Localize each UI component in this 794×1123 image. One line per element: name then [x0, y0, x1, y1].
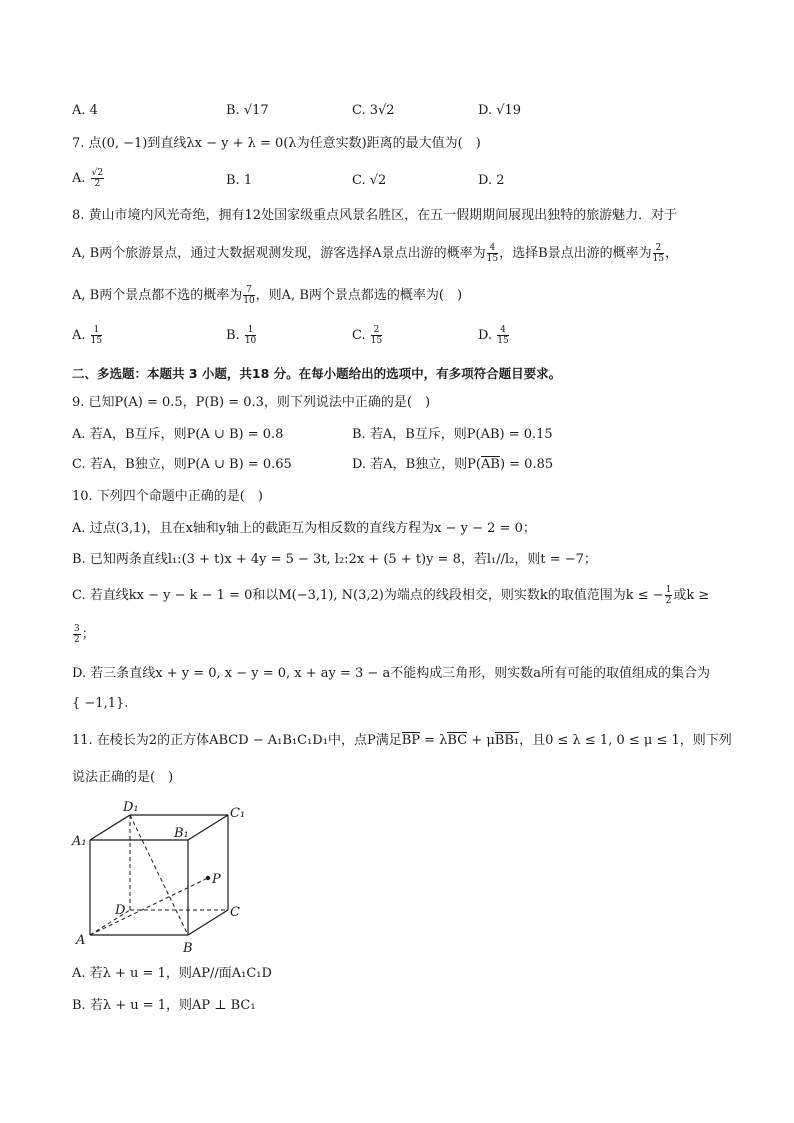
fraction-denominator: 2 — [94, 179, 101, 189]
q11-plus: + μ — [467, 733, 495, 748]
option-fraction — [91, 325, 102, 346]
option-prefix: C. — [352, 328, 366, 343]
q6-option-d: D. √19 — [478, 103, 522, 118]
edge-b-c — [188, 910, 228, 935]
q7-option-d: D. 2 — [478, 173, 505, 188]
option-fraction — [245, 325, 256, 346]
q8-line2-text-c: ， — [665, 246, 679, 261]
q6-option-b: B. √17 — [226, 103, 269, 118]
label-d: D — [115, 903, 126, 918]
q11-eq: = λ — [420, 733, 448, 748]
q10-option-c-line2 — [72, 624, 95, 645]
label-b1: B₁ — [174, 826, 189, 841]
fraction-numerator: 1 — [665, 585, 672, 595]
q11-line1-post: ，且0 ≤ λ ≤ 1, 0 ≤ μ ≤ 1，则下列 — [519, 733, 732, 748]
fraction-denominator: 2 — [74, 635, 80, 645]
q11-line1 — [72, 731, 732, 751]
fraction-denominator: 15 — [486, 254, 499, 264]
fraction-denominator: 10 — [244, 336, 257, 346]
q9-option-a: A. 若A，B互斥，则P(A ∪ B) = 0.8 — [72, 427, 284, 442]
fraction-denominator: 15 — [370, 336, 383, 346]
option-fraction — [371, 325, 382, 346]
q11-option-b: B. 若λ + u = 1，则AP ⊥ BC₁ — [72, 998, 256, 1013]
fraction-numerator: 1 — [245, 325, 256, 336]
q9-option-b: B. 若A，B互斥，则P(AB) = 0.15 — [352, 427, 553, 442]
q6-option-a: A. 4 — [72, 103, 98, 118]
q8-line1: 8. 黄山市境内风光奇绝，拥有12处国家级重点风景名胜区，在五一假期期间展现出独特的旅游魅力．对于 — [72, 208, 678, 223]
fraction-numerator: 4 — [497, 325, 508, 336]
q10-option-b: B. 已知两条直线l₁:(3 + t)x + 4y = 5 − 3t, l₂:2x + (5 + t)y = 8，若l₁//l₂，则t = −7； — [72, 552, 597, 567]
q8-option-a — [72, 325, 103, 346]
q11-option-a: A. 若λ + u = 1，则AP//面A₁C₁D — [72, 966, 272, 981]
fraction-numerator: 1 — [91, 325, 102, 336]
q10-option-c-line2-end: ； — [81, 627, 95, 642]
label-a1: A₁ — [72, 834, 87, 849]
point-p — [206, 876, 210, 880]
fraction-denominator: 10 — [243, 296, 255, 306]
q10-option-c-text: C. 若直线kx − y − k − 1 = 0和以M(−3,1), N(3,2)为端点的线段相交，则实数k的取值范围为k ≤ − — [72, 588, 664, 603]
q10-option-c-fraction-2 — [73, 624, 81, 645]
q10-option-d-line2: { −1,1}. — [72, 696, 129, 711]
q7-option-b: B. 1 — [226, 173, 253, 188]
q10-option-c-fraction — [665, 585, 673, 606]
q8-line3-text-b: ，则A, B两个景点都选的概率为( ) — [255, 288, 463, 303]
option-prefix: B. — [226, 328, 240, 343]
fraction-numerator: 2 — [653, 243, 664, 254]
label-b: B — [183, 941, 193, 956]
label-p: P — [212, 872, 221, 887]
fraction-denominator: 2 — [665, 596, 672, 606]
edge-a1-d1 — [90, 815, 130, 840]
fraction-numerator: 2 — [371, 325, 382, 336]
q9-option-c: C. 若A，B独立，则P(A ∪ B) = 0.65 — [72, 457, 292, 472]
q8-line3 — [72, 285, 462, 306]
fraction-denominator: 15 — [90, 336, 103, 346]
q9-option-d — [352, 455, 553, 475]
q8-line3-text-a: A, B两个景点都不选的概率为 — [72, 288, 243, 303]
option-fraction — [497, 325, 508, 346]
fraction-numerator: 4 — [487, 243, 498, 254]
fraction-numerator: 7 — [243, 285, 254, 296]
edge-b1-c1 — [188, 815, 228, 840]
q7-option-a-fraction — [91, 168, 104, 189]
q8-option-c — [352, 325, 383, 346]
label-a: A — [76, 933, 86, 948]
vector-bc: BC — [447, 733, 468, 748]
q8-fraction-c — [243, 285, 254, 306]
q10-option-d-line1: D. 若三条直线x + y = 0, x − y = 0, x + ay = 3 − a不能构成三角形，则实数a所有可能的取值组成的集合为 — [72, 666, 710, 681]
label-c1: C₁ — [230, 806, 246, 821]
fraction-denominator: 15 — [497, 336, 509, 346]
q8-line2 — [72, 243, 678, 264]
q10-stem: 10. 下列四个命题中正确的是( ) — [72, 489, 263, 504]
q7-option-a — [72, 168, 105, 189]
q9-option-d-post: ) = 0.85 — [499, 457, 554, 472]
q7-option-c: C. √2 — [352, 173, 387, 188]
q9-option-d-pre: D. 若A，B独立，则P( — [352, 457, 481, 472]
q8-option-d — [478, 325, 510, 346]
fraction-numerator: 3 — [74, 624, 80, 634]
q9-stem: 9. 已知P(A) = 0.5，P(B) = 0.3，则下列说法中正确的是( ) — [72, 395, 431, 410]
q6-option-c: C. 3√2 — [352, 103, 395, 118]
q8-line2-text-b: ，选择B景点出游的概率为 — [499, 246, 652, 261]
option-prefix: D. — [478, 328, 493, 343]
fraction-numerator: √2 — [91, 168, 104, 178]
segment-a-p — [90, 878, 208, 935]
q8-fraction-b — [653, 243, 664, 264]
cube-figure — [70, 800, 260, 960]
fraction-denominator: 15 — [652, 254, 665, 264]
q10-option-c-line1 — [72, 585, 709, 606]
label-c: C — [230, 905, 240, 920]
q8-line2-text-a: A, B两个旅游景点，通过大数据观测发现，游客选择A景点出游的概率为 — [72, 246, 486, 261]
q7-stem: 7. 点(0, −1)到直线λx − y + λ = 0(λ为任意实数)距离的最大值为( ) — [72, 136, 481, 151]
q10-option-c-text-end: 或k ≥ — [673, 588, 710, 603]
section-heading-multi-choice: 二、多选题：本题共 3 小题，共18 分。在每小题给出的选项中，有多项符合题目要求。 — [72, 366, 562, 381]
q11-line1-pre: 11. 在棱长为2的正方体ABCD − A₁B₁C₁D₁中，点P满足 — [72, 733, 402, 748]
label-d1: D₁ — [123, 800, 139, 815]
q11-line2: 说法正确的是( ) — [72, 770, 174, 785]
option-prefix: A. — [72, 328, 86, 343]
q10-option-a: A. 过点(3,1)，且在x轴和y轴上的截距互为相反数的直线方程为x − y − 2 = 0； — [72, 521, 536, 536]
vector-bb1: BB₁ — [494, 733, 520, 748]
vector-bp: BP — [401, 733, 421, 748]
q8-option-b — [226, 325, 257, 346]
q9-option-d-overline: $\overline{AB}$ — [481, 457, 500, 472]
q7-option-a-prefix: A. — [72, 171, 86, 186]
q8-fraction-a — [487, 243, 498, 264]
